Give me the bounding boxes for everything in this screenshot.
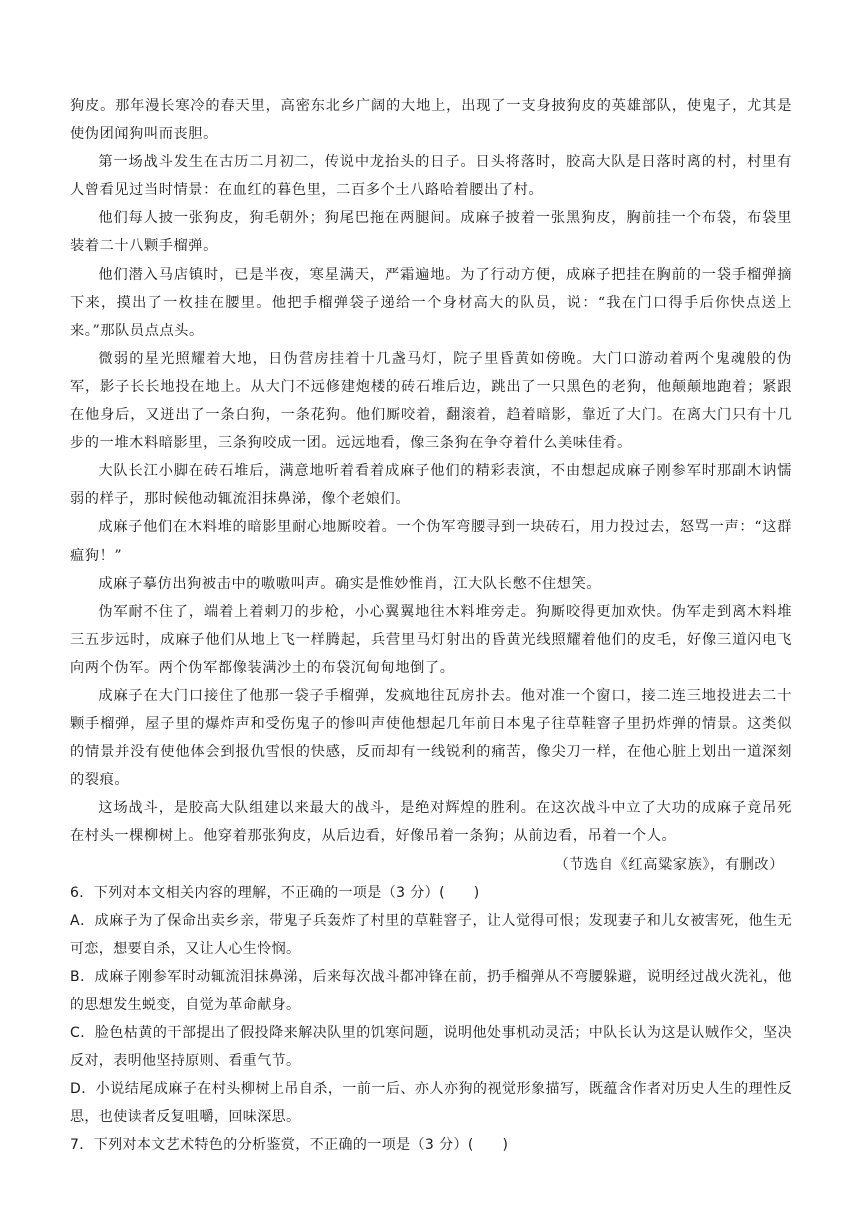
option-c: C．脸色枯黄的干部提出了假投降来解决队里的饥寒问题，说明他处事机动灵活；中队长认为这是认贼作父，坚决反对，表明他坚持原则、看重气节。 — [70, 1025, 792, 1070]
question-stem: 6．下列对本文相关内容的理解，不正确的一项是（3 分）( ) — [70, 884, 480, 901]
paragraph: 他们每人披一张狗皮，狗毛朝外；狗尾巴拖在两腿间。成麻子披着一张黑狗皮，胸前挂一个布袋，布袋里装着二十八颗手榴弹。 — [70, 210, 792, 255]
paragraph: 微弱的星光照耀着大地，日伪营房挂着十几盏马灯，院子里昏黄如傍晚。大门口游动着两个鬼魂般的伪军，影子长长地投在地上。从大门不远修建炮楼的砖石堆后边，跳出了一只黑色的老狗，他颠颠地跑着；紧跟在他身后，又迸出了一条白狗，一条花狗。他们厮咬着，翻滚着，趋着暗影，靠近了大门。在离大门只有十几步的一堆木料暗影里，三条狗咬成一团。远远地看，像三条狗在争夺着什么美味佳肴。 — [70, 350, 792, 452]
question-6 — [70, 879, 792, 1132]
question-stem: 7．下列对本文艺术特色的分析鉴赏，不正确的一项是（3 分）( ) — [70, 1137, 509, 1154]
paragraph: 他们潜入马店镇时，已是半夜，寒星满天，严霜遍地。为了行动方便，成麻子把挂在胸前的一袋手榴弹摘下来，摸出了一枚挂在腰里。他把手榴弹袋子递给一个身材高大的队员，说：“我在门口得手后你快点送上来。”那队员点点头。 — [70, 266, 792, 339]
paragraph: 成麻子他们在木料堆的暗影里耐心地厮咬着。一个伪军弯腰寻到一块砖石，用力投过去，怒骂一声：“这群瘟狗！” — [70, 519, 792, 564]
paragraph: 成麻子摹仿出狗被击中的嗷嗷叫声。确实是惟妙惟肖，江大队长憋不住想笑。 — [98, 575, 602, 592]
paragraph: 成麻子在大门口接住了他那一袋子手榴弹，发疯地往瓦房扑去。他对准一个窗口，接二连三地投进去二十颗手榴弹，屋子里的爆炸声和受伤鬼子的惨叫声使他想起几年前日本鬼子往草鞋窨子里扔炸弹的情景。这类似的情景并没有使他体会到报仇雪恨的快感，反而却有一线锐利的痛苦，像尖刀一样，在他心脏上划出一道深刻的裂痕。 — [70, 687, 792, 789]
source-citation: （节选自《红高粱家族》，有删改） — [554, 856, 784, 873]
question-7 — [70, 1131, 792, 1159]
paragraph: 伪军耐不住了，端着上着刺刀的步枪，小心翼翼地往木料堆旁走。狗厮咬得更加欢快。伪军走到离木料堆三五步远时，成麻子他们从地上飞一样腾起，兵营里马灯射出的昏黄光线照耀着他们的皮毛，好像三道闪电飞向两个伪军。两个伪军都像装满沙土的布袋沉甸甸地倒了。 — [70, 603, 792, 676]
option-d: D．小说结尾成麻子在村头柳树上吊自杀，一前一后、亦人亦狗的视觉形象描写，既蕴含作者对历史人生的理性反思，也使读者反复咀嚼，回味深思。 — [70, 1081, 792, 1126]
passage — [70, 92, 792, 851]
option-b: B．成麻子刚参军时动辄流泪抹鼻涕，后来每次战斗都冲锋在前，扔手榴弹从不弯腰躲避，说明经过战火洗礼，他的思想发生蜕变，自觉为革命献身。 — [70, 968, 792, 1013]
option-a: A．成麻子为了保命出卖乡亲，带鬼子兵轰炸了村里的草鞋窨子，让人觉得可恨；发现妻子和儿女被害死，他生无可恋，想要自杀，又让人心生怜悯。 — [70, 912, 792, 957]
paragraph: 第一场战斗发生在古历二月初二，传说中龙抬头的日子。日头将落时，胶高大队是日落时离的村，村里有人曾看见过当时情景：在血红的暮色里，二百多个土八路哈着腰出了村。 — [70, 154, 792, 199]
document-page — [70, 92, 792, 1160]
paragraph: 狗皮。那年漫长寒冷的春天里，高密东北乡广阔的大地上，出现了一支身披狗皮的英雄部队，使鬼子，尤其是使伪团闻狗叫而丧胆。 — [70, 98, 792, 143]
paragraph: 这场战斗，是胶高大队组建以来最大的战斗，是绝对辉煌的胜利。在这次战斗中立了大功的成麻子竟吊死在村头一棵柳树上。他穿着那张狗皮，从后边看，好像吊着一条狗；从前边看，吊着一个人。 — [70, 800, 792, 845]
paragraph: 大队长江小脚在砖石堆后，满意地听着看着成麻子他们的精彩表演，不由想起成麻子刚参军时那副木讷懦弱的样子，那时候他动辄流泪抹鼻涕，像个老娘们。 — [70, 463, 792, 508]
